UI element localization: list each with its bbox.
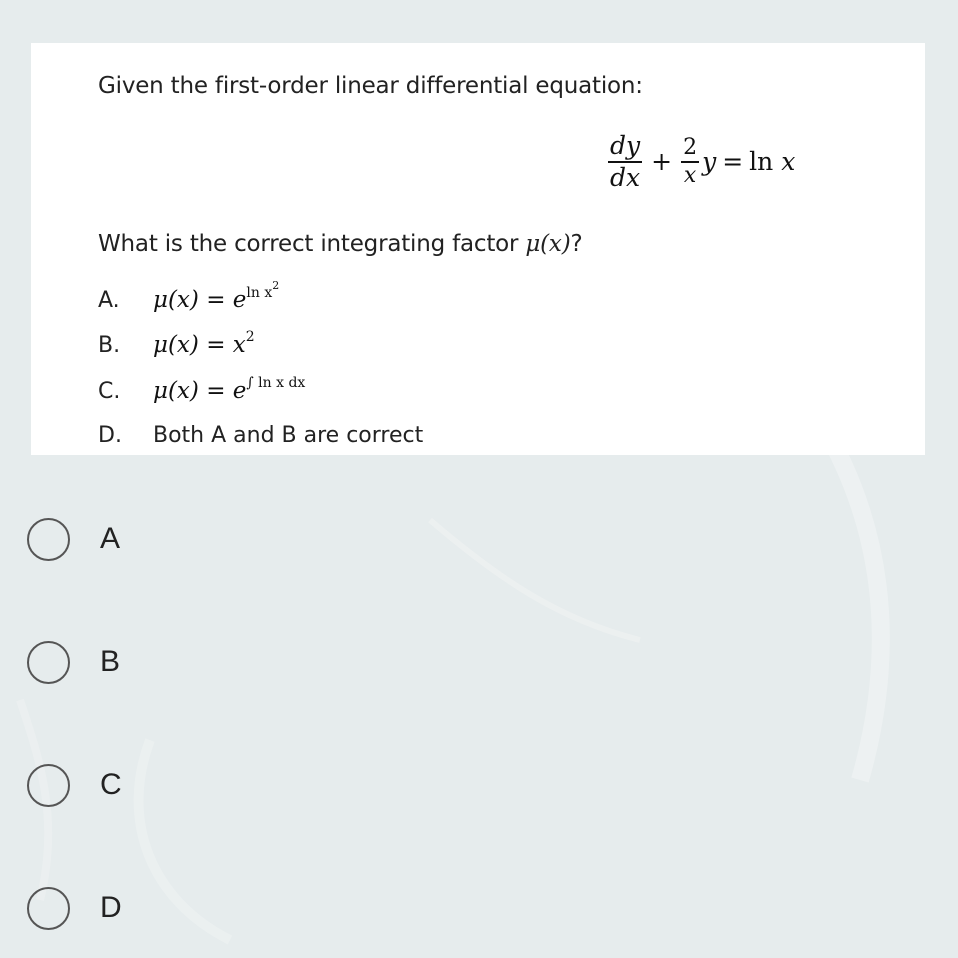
option-b-math <box>153 329 255 358</box>
question-card <box>31 43 925 455</box>
option-a-math <box>153 279 280 314</box>
choice-b[interactable] <box>27 637 327 687</box>
option-base: e <box>232 287 247 314</box>
option-lhs: μ(x) <box>153 331 199 358</box>
radio-button[interactable] <box>27 887 70 930</box>
option-eq: = <box>206 287 226 314</box>
option-exponent-power: 2 <box>272 279 280 292</box>
equation-rhs-x: x <box>781 147 796 177</box>
option-d-text: Both A and B are correct <box>153 423 424 448</box>
option-base: e <box>232 377 247 404</box>
choice-c[interactable] <box>27 760 327 810</box>
radio-button[interactable] <box>27 764 70 807</box>
choice-label: B <box>100 645 121 678</box>
derivative-numerator: dy <box>610 131 641 160</box>
coefficient-numerator: 2 <box>683 135 698 160</box>
option-letter: B. <box>98 332 121 358</box>
choice-label: C <box>100 768 122 801</box>
radio-button[interactable] <box>27 518 70 561</box>
coefficient-fraction <box>681 135 699 189</box>
option-exponent: ∫ ln x dx <box>246 375 306 391</box>
equals-sign: = <box>722 147 744 177</box>
prompt-math: μ(x) <box>525 231 571 257</box>
choice-d[interactable] <box>27 883 327 933</box>
derivative-fraction <box>608 131 642 193</box>
option-lhs: μ(x) <box>153 287 199 314</box>
option-exponent: ln x <box>246 284 273 301</box>
derivative-denominator: dx <box>610 162 641 192</box>
option-b <box>98 331 255 358</box>
choice-label: A <box>100 522 121 555</box>
choice-a[interactable] <box>27 514 327 564</box>
option-eq: = <box>206 377 226 404</box>
plus-sign: + <box>651 147 673 177</box>
prompt-end: ? <box>570 231 583 257</box>
option-exponent: 2 <box>245 329 255 345</box>
prompt-text: What is the correct integrating factor <box>98 231 526 257</box>
option-base: x <box>232 331 246 358</box>
option-eq: = <box>206 331 226 358</box>
option-d <box>98 423 423 448</box>
option-letter: D. <box>98 423 122 448</box>
option-letter: A. <box>98 288 120 314</box>
equation-ln: ln <box>749 147 774 177</box>
choice-label: D <box>100 891 122 924</box>
option-letter: C. <box>98 378 121 404</box>
option-a <box>98 279 280 314</box>
equation-y: y <box>702 147 717 177</box>
radio-button[interactable] <box>27 641 70 684</box>
question-intro: Given the first-order linear differential equation: <box>98 73 643 99</box>
differential-equation <box>605 131 795 193</box>
question-prompt <box>98 231 583 257</box>
coefficient-denominator: x <box>683 162 697 188</box>
option-c-math <box>153 375 306 404</box>
option-c <box>98 377 305 404</box>
option-lhs: μ(x) <box>153 377 199 404</box>
